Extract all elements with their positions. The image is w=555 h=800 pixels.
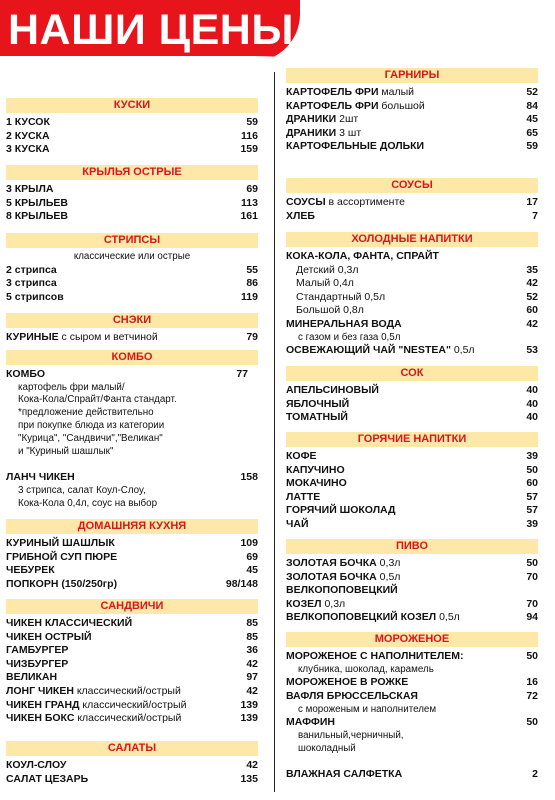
section-header: ХОЛОДНЫЕ НАПИТКИ [286,232,538,247]
menu-item: СОУСЫ в ассортименте 17 [286,196,538,208]
item-note: 3 стрипса, салат Коул-Слоу, [18,484,146,496]
menu-item: ДРАНИКИ 3 шт 65 [286,126,538,139]
menu-item: 3 КРЫЛА 69 [6,183,258,195]
menu-item: ГАМБУРГЕР 36 [6,644,258,657]
section-holodnye [286,232,538,358]
item-note: ванильный,черничный, [298,729,404,741]
menu-item: ЛАНЧ ЧИКЕН 158 [6,471,258,484]
menu-item: ВЕЛКОПОПОВЕЦКИЙ КОЗЕЛ 0,5л 94 [286,611,538,624]
menu-item: 5 стрипсов 119 [6,290,258,303]
section-header: КРЫЛЬЯ ОСТРЫЕ [6,165,258,180]
menu-item: ЧИКЕН КЛАССИЧЕСКИЙ 85 [6,617,258,629]
menu-item: КУРИНЫЙ ШАШЛЫК 109 [6,537,258,549]
menu-item: КОЗЕЛ 0,3л 70 [286,597,538,610]
menu-item: ЧИКЕН ОСТРЫЙ 85 [6,630,258,643]
menu-item: КОФЕ 39 [286,450,538,462]
item-note: при покупке блюда из категории [18,419,165,431]
menu-subitem: Большой 0,8л 60 [296,304,538,317]
menu-item: ГРИБНОЙ СУП ПЮРЕ 69 [6,550,258,563]
item-note: клубника, шоколад, карамель [298,663,434,675]
menu-item: 3 КУСКА 159 [6,143,258,156]
section-garniry [286,68,538,154]
section-header: ДОМАШНЯЯ КУХНЯ [6,519,258,534]
section-sneki [6,313,258,345]
section-header: ГОРЯЧИЕ НАПИТКИ [286,432,538,447]
title-banner [0,0,300,62]
menu-item: ВЛАЖНАЯ САЛФЕТКА 2 [286,768,538,780]
menu-item: КАРТОФЕЛЬ ФРИ малый 52 [286,86,538,98]
menu-item: АПЕЛЬСИНОВЫЙ 40 [286,384,538,396]
menu-item: ЛОНГ ЧИКЕН классический/острый 42 [6,684,258,697]
section-morozhenoe [286,632,538,756]
item-note: *предложение действительно [18,407,154,419]
menu-item: ЧИКЕН БОКС классический/острый 139 [6,712,258,725]
menu-item: ТОМАТНЫЙ 40 [286,411,538,424]
page-title: НАШИ ЦЕНЫ [8,6,294,54]
section-header: СНЭКИ [6,313,258,328]
section-header: СТРИПСЫ [6,233,258,248]
section-header: КОМБО [6,350,258,365]
section-sandvichi [6,599,258,726]
section-goryachie [286,432,538,532]
section-header: МОРОЖЕНОЕ [286,632,538,647]
menu-item: КАПУЧИНО 50 [286,463,538,476]
menu-item: ЗОЛОТАЯ БОЧКА 0,5л 70 [286,570,538,583]
menu-item: ВЕЛИКАН 97 [6,671,258,684]
section-krylya [6,165,258,224]
menu-item: МИНЕРАЛЬНАЯ ВОДА 42 [286,317,538,330]
column-divider [274,72,275,792]
item-note: "Курица", "Сандвичи","Великан" [18,432,163,444]
menu-item: КАРТОФЕЛЬ ФРИ большой 84 [286,99,538,112]
menu-item: КАРТОФЕЛЬНЫЕ ДОЛЬКИ 59 [286,140,538,153]
menu-item: КОКА-КОЛА, ФАНТА, СПРАЙТ [286,250,439,262]
menu-item: КОУЛ-СЛОУ 42 [6,759,258,771]
menu-item: МОРОЖЕНОЕ С НАПОЛНИТЕЛЕМ: 50 [286,650,538,662]
section-header: СОК [286,366,538,381]
menu-item: ПОПКОРН (150/250гр) 98/148 [6,577,258,590]
item-note: Кока-Кола 0,4л, соус на выбор [18,497,158,509]
menu-item: ХЛЕБ 7 [286,209,538,222]
menu-item: 1 КУСОК 59 [6,116,258,128]
menu-item: 2 стрипса 55 [6,263,258,276]
section-sok [286,366,538,425]
section-stripsy [6,233,258,305]
menu-item: ЧАЙ 39 [286,517,538,530]
menu-item: ЧИЗБУРГЕР 42 [6,657,258,670]
section-header: ГАРНИРЫ [286,68,538,83]
section-header: САНДВИЧИ [6,599,258,614]
section-sousy [286,178,538,223]
menu-item: ЗОЛОТАЯ БОЧКА 0,3л 50 [286,557,538,569]
menu-item: ЛАТТЕ 57 [286,490,538,503]
menu-item: ОСВЕЖАЮЩИЙ ЧАЙ "NESTEA" 0,5л 53 [286,344,538,357]
menu-item: ЧИКЕН ГРАНД классический/острый 139 [6,698,258,711]
menu-item: САЛАТ ЦЕЗАРЬ 135 [6,772,258,785]
menu-item: ЯБЛОЧНЫЙ 40 [286,397,538,410]
menu-item: КУРИНЫЕ с сыром и ветчиной 79 [6,331,258,343]
item-note: с мороженым и наполнителем [298,703,437,715]
menu-item: ВЕЛКОПОПОВЕЦКИЙ [286,584,398,597]
item-note: Кока-Кола/Спрайт/Фанта стандарт. [18,394,177,406]
section-salaty [6,741,258,786]
section-kuski [6,98,258,157]
section-header: СОУСЫ [286,178,538,193]
section-pivo [286,539,538,625]
item-note: и "Куриный шашлык" [18,445,114,457]
menu-item: 8 КРЫЛЬЕВ 161 [6,210,258,223]
menu-item: МОРОЖЕНОЕ В РОЖКЕ 16 [286,676,538,689]
menu-item: 3 стрипса 86 [6,277,258,290]
section-note: классические или острые [73,251,191,262]
section-kombo [6,350,258,511]
menu-item: 5 КРЫЛЬЕВ 113 [6,196,258,209]
menu-subitem: Стандартный 0,5л 52 [296,290,538,303]
section-header: КУСКИ [6,98,258,113]
menu-subitem: Детский 0,3л 35 [296,263,538,276]
item-note: шоколадный [298,742,356,754]
menu-item: ДРАНИКИ 2шт 45 [286,113,538,126]
menu-item: МАФФИН 50 [286,716,538,729]
item-note: картофель фри малый/ [18,381,125,393]
section-salfetka [286,768,538,782]
section-header: ПИВО [286,539,538,554]
menu-subitem: Малый 0,4л 42 [296,277,538,290]
section-header: САЛАТЫ [6,741,258,756]
menu-item: ЧЕБУРЕК 45 [6,564,258,577]
menu-item: 2 КУСКА 116 [6,129,258,142]
item-note: с газом и без газа 0,5л [298,331,401,343]
menu-item: ГОРЯЧИЙ ШОКОЛАД 57 [286,504,538,517]
section-kuhnya [6,519,258,591]
menu-item: КОМБО 77 [6,368,248,380]
menu-item: ВАФЛЯ БРЮССЕЛЬСКАЯ 72 [286,689,538,702]
menu-item: МОКАЧИНО 60 [286,477,538,490]
